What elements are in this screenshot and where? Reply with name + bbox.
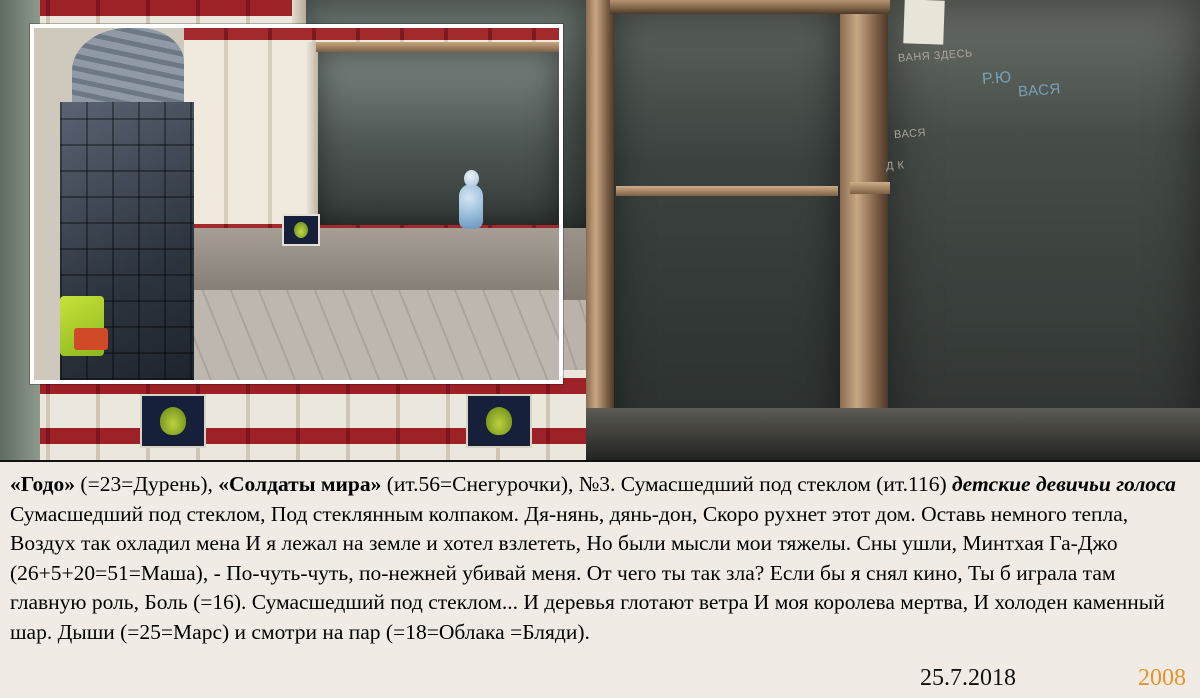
doll-body — [459, 184, 483, 229]
inset-photo — [30, 24, 563, 384]
caption-plain-b: (ит.56=Снегурочки), №3. Сумасшедший под стеклом (ит.116) — [381, 472, 947, 496]
caption-body: Сумасшедший под стеклом, Под стеклянным колпаком. Дя-нянь, дянь-дон, Скоро рухнет этот дом. Оставь немного тепла, Воздух так охладил мена И я лежал на земле и хотел взлететь, Но были мысли мои тяжелы. Сны ушли, Минтхая Га-Джо (26+5+20=51=Маша), - По-чуть-чуть, по-нежней убивай меня. От чего ты так зла? Если бы я снял кино, Ты б играла там главную роль, Боль (=16). Сумасшедший под стеклом... И деревья глотают ветра И моя королева мертва, И холоден каменный шар. Дыши (=25=Марс) и смотри на пар (=18=Облака =Бляди). — [10, 501, 1165, 644]
inset-window-glass — [316, 50, 559, 225]
paper-note — [903, 0, 945, 45]
window-pane-left — [610, 8, 840, 448]
window-pane-right — [886, 0, 1200, 455]
window-frame-top — [610, 0, 890, 14]
caption-plain-a: (=23=Дурень), — [75, 472, 219, 496]
window-sill — [586, 408, 1200, 460]
caption-title-soldaty: «Солдаты мира» — [218, 472, 382, 496]
window-board — [616, 186, 838, 196]
inset-decorative-tile — [282, 214, 320, 246]
graffiti-text: Р.Ю — [981, 68, 1013, 89]
graffiti-text: Д К — [885, 159, 905, 173]
inset-step — [184, 228, 559, 296]
inset-snegurochka-doll — [456, 168, 486, 230]
inset-pavement — [184, 290, 559, 380]
caption-block — [0, 460, 1200, 698]
shop-window — [586, 0, 1200, 460]
flower-motif-icon — [294, 222, 308, 238]
caption-italic-note: детские девичьи голоса — [952, 472, 1176, 496]
caption-text — [10, 470, 1190, 647]
flower-motif-icon — [486, 407, 512, 435]
inset-window-frame — [306, 42, 318, 234]
flower-motif-icon — [160, 407, 186, 435]
window-board-secondary — [850, 182, 890, 194]
year-label: 2008 — [1138, 665, 1186, 691]
inset-red-band-top — [184, 28, 559, 40]
decorative-tile-right — [466, 394, 532, 448]
graffiti-text: ВАНЯ ЗДЕСЬ — [897, 47, 974, 65]
doll-head — [464, 170, 479, 187]
window-frame-mullion — [840, 0, 888, 455]
caption-title-godo: «Годо» — [10, 472, 76, 496]
inset-window-header — [316, 42, 559, 52]
photo-date: 25.7.2018 — [920, 665, 1016, 691]
graffiti-text: ВАСЯ — [1017, 80, 1062, 101]
passerby-figure — [34, 28, 194, 380]
decorative-tile-left — [140, 394, 206, 448]
bag-strap — [74, 328, 108, 350]
graffiti-text: ВАСЯ — [893, 126, 927, 142]
window-frame-outer-left — [586, 0, 614, 460]
